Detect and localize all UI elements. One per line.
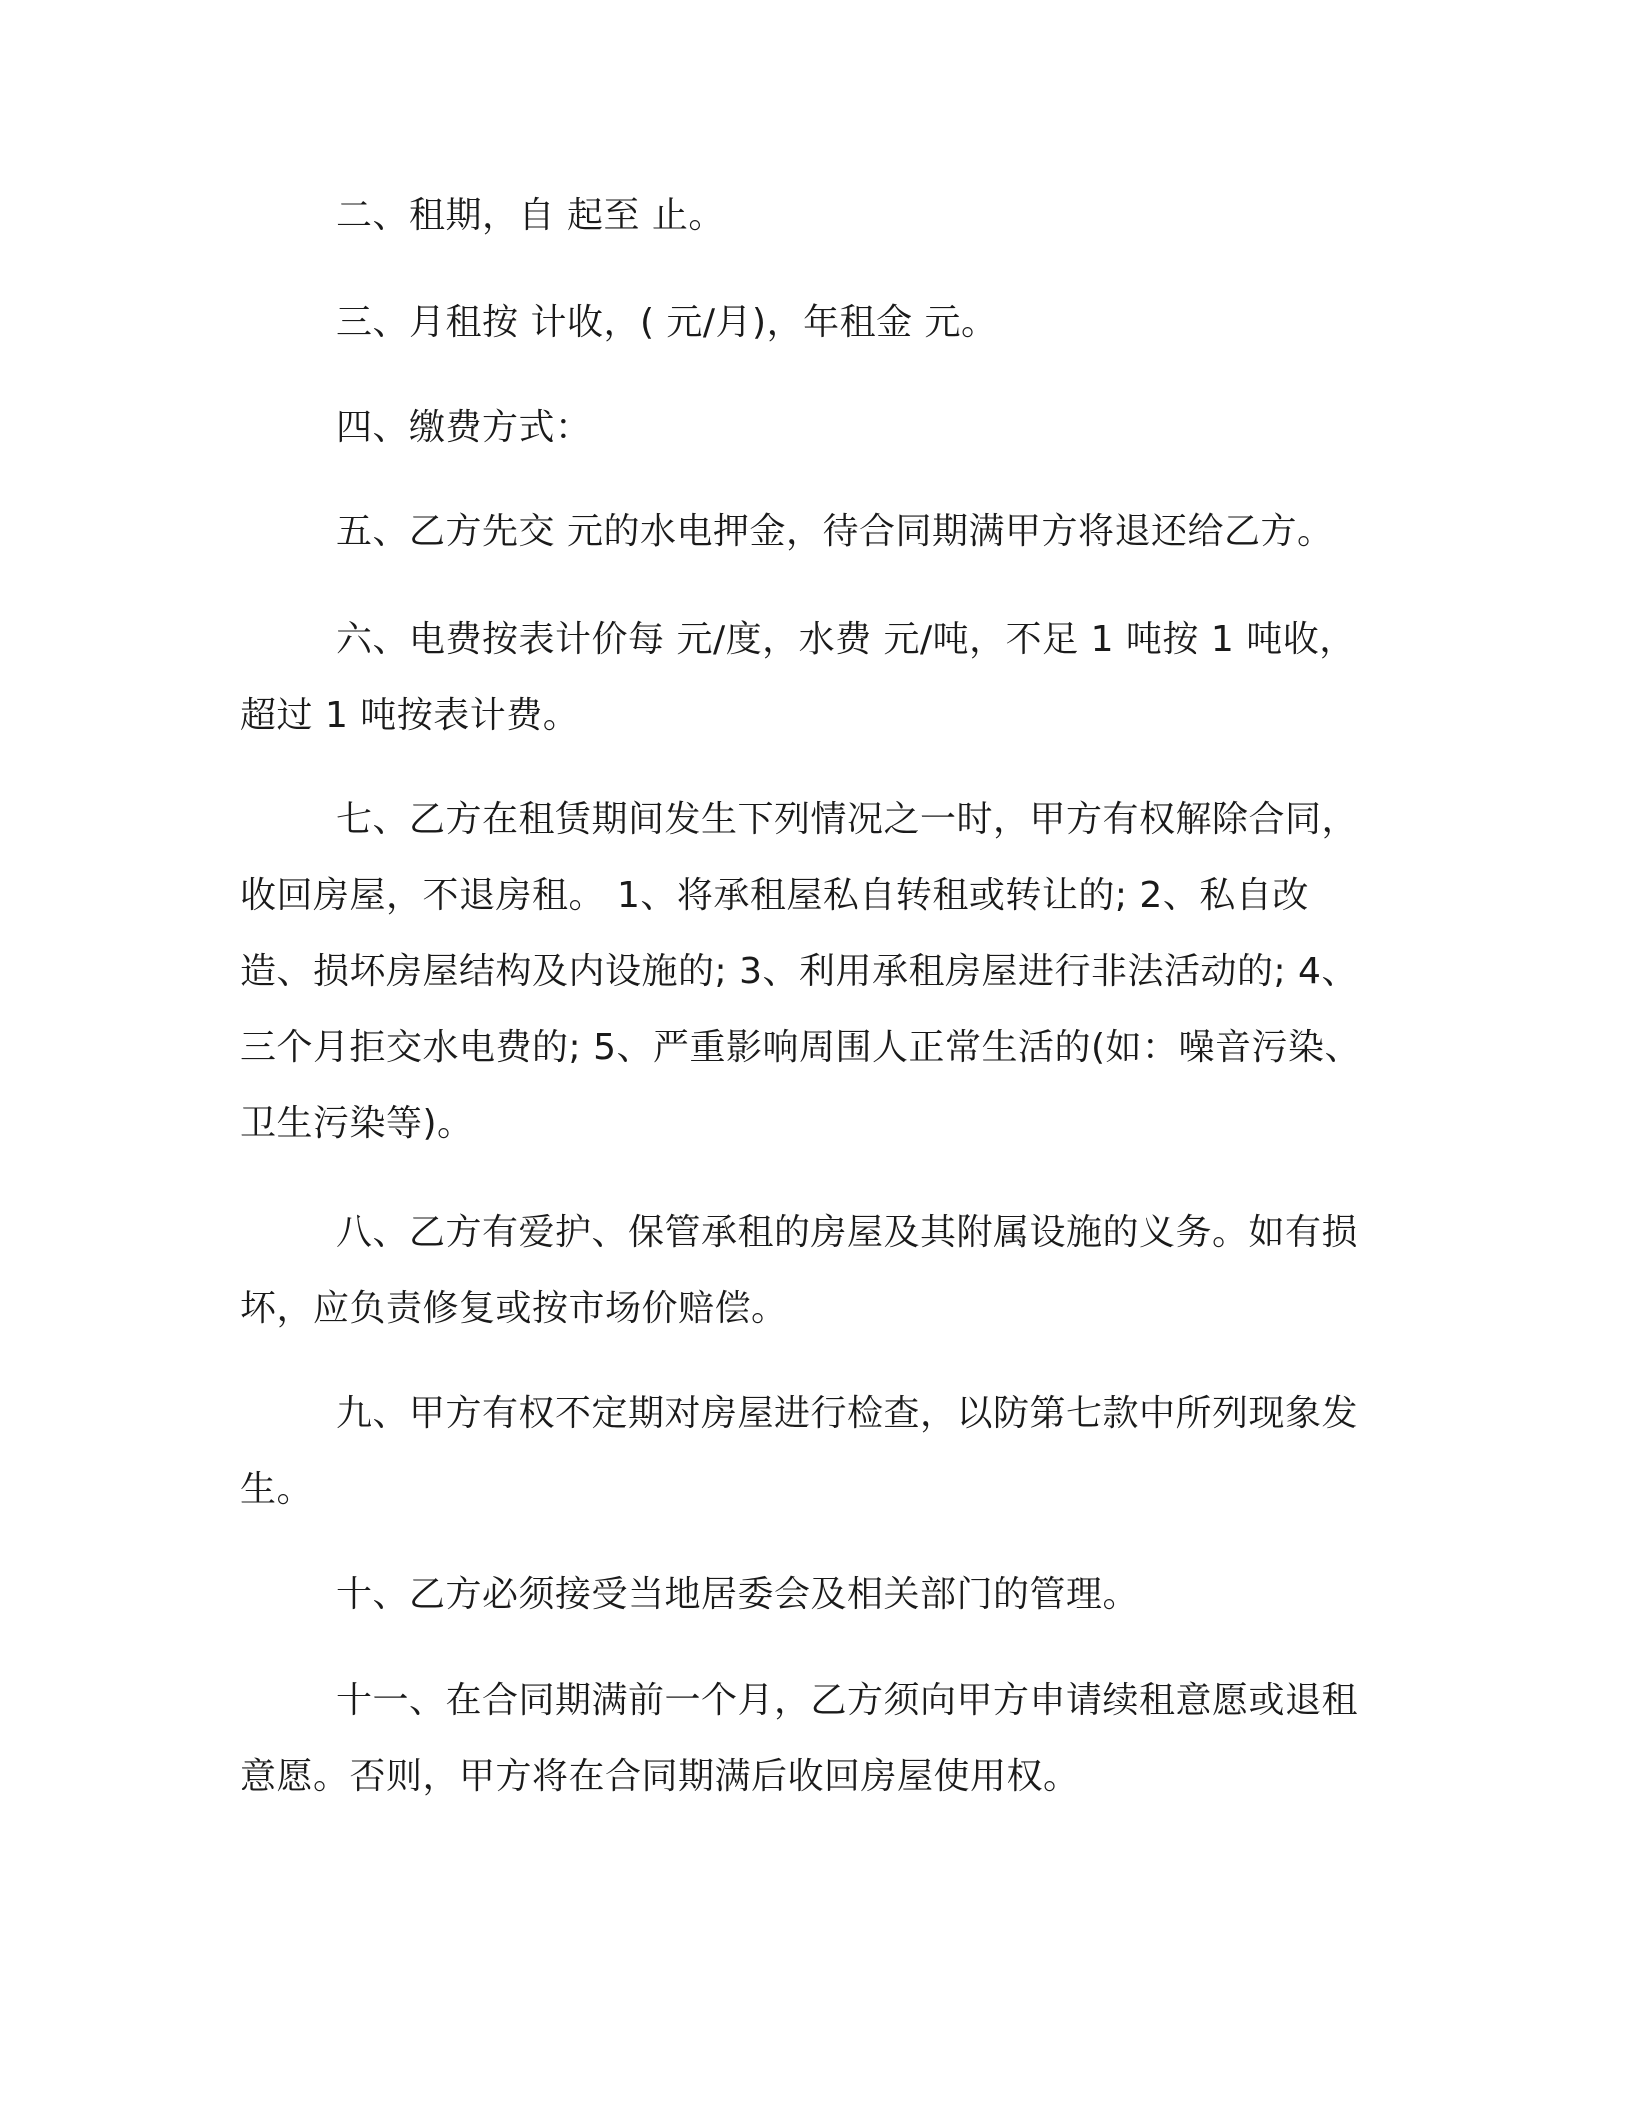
- clause-maintenance: 八、乙方有爱护、保管承租的房屋及其附属设施的义务。如有损坏，应负责修复或按市场价赔偿。: [240, 1212, 1359, 1329]
- clause-inspection: 九、甲方有权不定期对房屋进行检查，以防第七款中所列现象发生。: [240, 1393, 1359, 1510]
- clause-utility-deposit: 五、乙方先交 元的水电押金，待合同期满甲方将退还给乙方。: [336, 511, 1334, 552]
- clause-rent-amount: 三、月租按 计收，( 元/月)，年租金 元。: [336, 302, 998, 343]
- clause-payment-method: 四、缴费方式：: [336, 407, 592, 448]
- clause-utility-fees: 六、电费按表计价每 元/度，水费 元/吨，不足 1 吨按 1 吨收，超过 1 吨按表计费。: [240, 619, 1356, 736]
- clause-management: 十、乙方必须接受当地居委会及相关部门的管理。: [336, 1574, 1140, 1615]
- clause-renewal: 十一、在合同期满前一个月，乙方须向甲方申请续租意愿或退租意愿。否则，甲方将在合同期满后收回房屋使用权。: [240, 1680, 1359, 1797]
- clause-lease-term: 二、租期，自 起至 止。: [336, 195, 725, 236]
- clause-termination: 七、乙方在租赁期间发生下列情况之一时，甲方有权解除合同，收回房屋，不退房租。 1、将承租屋私自转租或转让的; 2、私自改造、损坏房屋结构及内设施的; 3、利用承租房屋进行非法活动的; 4、三个月拒交水电费的; 5、严重影响周围人正常生活的(如：噪音污染、卫生污染等)。: [240, 799, 1362, 1144]
